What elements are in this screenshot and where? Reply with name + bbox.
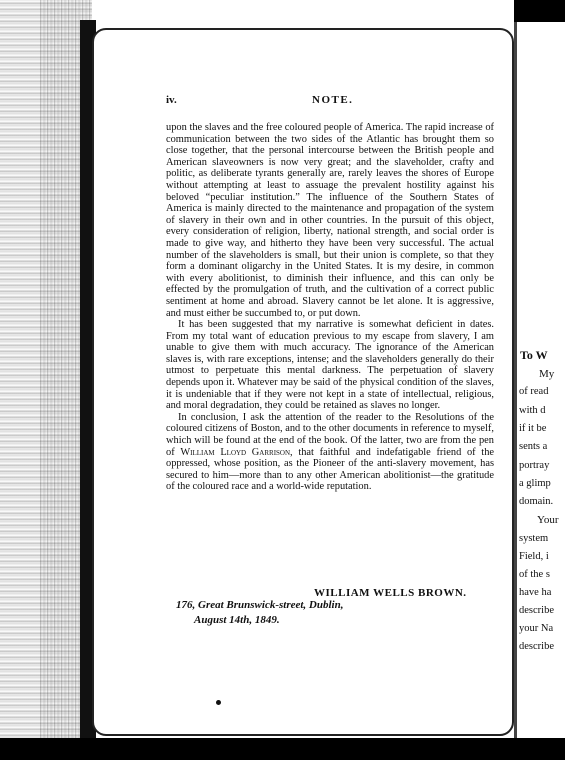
next-page-line: To W (520, 348, 548, 362)
next-page-line: My (539, 368, 555, 380)
next-page-line: describe (519, 605, 554, 616)
paragraph-2: It has been suggested that my narrative is somewhat deficient in dates. From my total want of education previous to my escape from slavery, I am unable to give them with much accuracy. The ignorance of the American slaves is, with rare exceptions, intense; and the slaveholders generally do their utmost to perpetuate this mental darkness. The perpetuation of slavery depends upon it. Whatever may be said of the physical condition of the slaves, it is undeniable that if they were not kept in a state of intellectual, religious, and moral degradation, they could be retained as slaves no longer. (166, 319, 494, 412)
next-page-line: of read (519, 386, 549, 397)
next-page-line: if it be (519, 423, 547, 434)
book-binding (0, 0, 92, 760)
author-signature: WILLIAM WELLS BROWN. (314, 587, 467, 599)
next-page-line: a glimp (519, 478, 551, 489)
page-mark (216, 700, 221, 705)
next-page-line: of the s (519, 569, 550, 580)
scan-border-top-right (514, 0, 565, 22)
page-title: NOTE. (312, 94, 354, 106)
next-page-line: describe (519, 641, 554, 652)
paragraph-3 (166, 412, 494, 493)
next-page-line: sents a (519, 441, 548, 452)
page-header (166, 94, 494, 110)
author-address (176, 598, 343, 628)
paragraph-3-end: , that faithful and indefatigable friend of the oppressed, whose position, as the Pioneer of the anti-slavery movement, has secured to him—more than to any other American abolitionist—the gratitude of the coloured race and a world-wide reputation. (166, 446, 495, 493)
paragraph-3-start: In conclusion, I ask the attention of the reader to the Resolutions of the coloured citizens of Boston, and to the other documents in reference to myself, which will be found at the end of the book. Of the latter, two are from the pen of (166, 411, 494, 458)
next-page-fragment (517, 22, 565, 738)
next-page-line: have ha (519, 587, 552, 598)
next-page-line: Field, i (519, 551, 549, 562)
address-line-1: 176, Great Brunswick-street, Dublin, (176, 599, 344, 611)
paragraph-1: upon the slaves and the free coloured people of America. The rapid increase of communication between the two sides of the Atlantic has brought them so close together, that the personal intercourse between the British people and American slaveowners is now very great; and the slaveholder, crafty and politic, as deliberate tyrants generally are, rarely leaves the shores of Europe without attempting at least to assuage the prevalent hostility against his beloved “peculiar institution.” The influence of the Southern States of America is mainly directed to the maintenance and propagation of the system of slavery in their own and in other countries. In the pursuit of this object, every consideration of religion, liberty, national strength, and social order is made to give way, and hitherto they have been very successful. The actual number of the slaveholders is small, but their union is complete, so that they form a dominant oligarchy in the United States. It is my desire, in common with every abolitionist, to diminish their influence, and this can only be effected by the promulgation of truth, and the cultivation of a correct public sentiment at home and abroad. Slavery cannot be let alone. It is aggressive, and must either be succumbed to, or put down. (166, 122, 494, 319)
next-page-line: portray (519, 460, 550, 471)
garrison-name: William Lloyd Garrison (180, 446, 291, 458)
address-date: August 14th, 1849. (194, 614, 280, 626)
next-page-line: domain. (519, 496, 554, 507)
next-page-line: with d (519, 405, 546, 416)
next-page-line: your Na (519, 623, 554, 634)
page-number: iv. (166, 94, 177, 106)
next-page-line: Your (537, 514, 559, 526)
page-body (166, 122, 494, 493)
next-page-line: system (519, 533, 549, 544)
scan-border-bottom (0, 738, 565, 760)
